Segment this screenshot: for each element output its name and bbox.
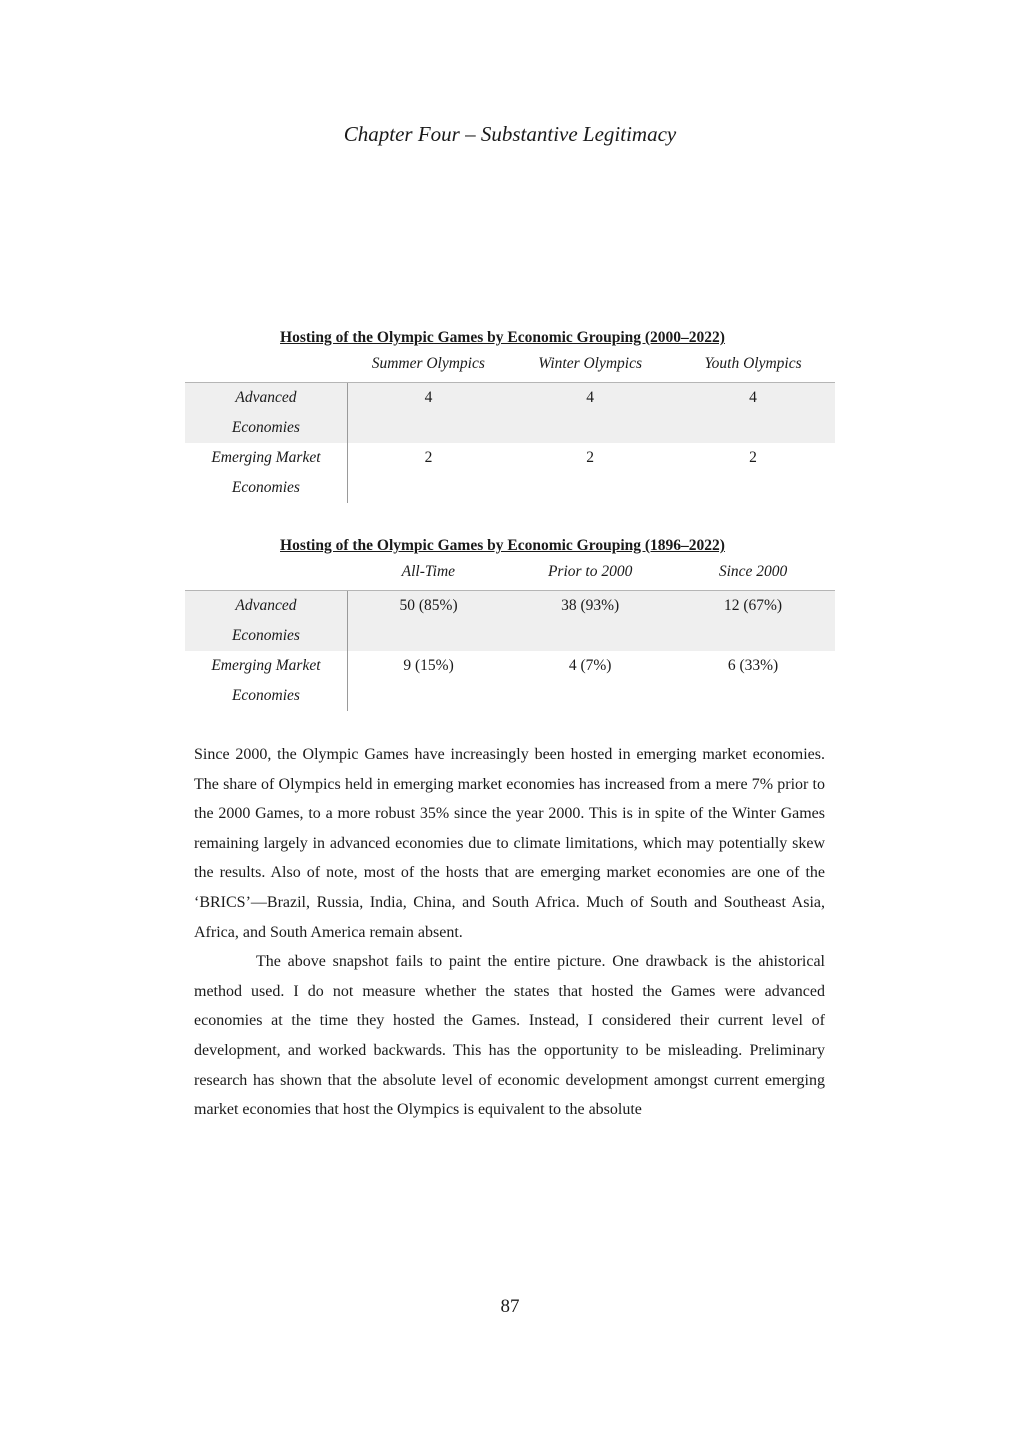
row-label [185, 591, 347, 652]
row-label [185, 443, 347, 503]
table-header-row [185, 562, 835, 591]
table-cell: 4 [671, 383, 835, 444]
row-label-line: Economies [231, 479, 300, 496]
paragraph: The above snapshot fails to paint the entire picture. One drawback is the ahistorical method used. I do not measure whether the states that hosted the Games were advanced economies at the time they hosted the Games. Instead, I considered their current level of development, and worked backwards. This has the opportunity to be misleading. Preliminary research has shown that the absolute level of economic development amongst current emerging market economies that host the Olympics is equivalent to the absolute [194, 953, 825, 1119]
table-cell: 2 [586, 449, 595, 466]
table-cell: 9 (15%) [403, 657, 454, 674]
running-head: Chapter Four – Substantive Legitimacy [343, 122, 677, 146]
table-cell: 38 (93%) [509, 591, 671, 652]
table-title: Hosting of the Olympic Games by Economic Grouping (1896–2022) [280, 537, 725, 554]
table-cell: 2 [749, 449, 757, 466]
row-label-line: Advanced [235, 389, 297, 406]
table-header-row [185, 354, 835, 383]
table-cell: 12 (67%) [671, 591, 835, 652]
row-label-line: Economies [231, 419, 300, 436]
row-label-line: Economies [231, 687, 300, 704]
column-header [185, 354, 347, 383]
table-row [185, 443, 835, 503]
table-cell: 2 [424, 449, 433, 466]
data-table [185, 562, 835, 711]
table-row [185, 651, 835, 711]
row-label-line: Advanced [235, 597, 297, 614]
table-cell: 4 [347, 383, 509, 444]
row-label [185, 651, 347, 711]
table-title: Hosting of the Olympic Games by Economic Grouping (2000–2022) [280, 329, 725, 346]
table-row [185, 383, 835, 444]
table-cell: 6 (33%) [727, 657, 779, 674]
table-cell: 4 (7%) [568, 657, 612, 674]
body-text [194, 740, 825, 1125]
table-2000-2022 [185, 328, 835, 503]
row-label-line: Emerging Market [211, 449, 321, 466]
row-label-line: Economies [231, 627, 300, 644]
column-header: Summer Olympics [347, 354, 509, 383]
row-label-line: Emerging Market [211, 657, 321, 674]
table-cell: 50 (85%) [347, 591, 509, 652]
page-number: 87 [500, 1296, 520, 1317]
column-header: Prior to 2000 [509, 562, 671, 591]
column-header: Youth Olympics [671, 354, 835, 383]
column-header: All-Time [347, 562, 509, 591]
column-header: Winter Olympics [509, 354, 671, 383]
column-header [185, 562, 347, 591]
table-cell: 4 [509, 383, 671, 444]
column-header: Since 2000 [671, 562, 835, 591]
row-label [185, 383, 347, 444]
data-table [185, 354, 835, 503]
paragraph: Since 2000, the Olympic Games have increasingly been hosted in emerging market economies. The share of Olympics held in emerging market economies has increased from a mere 7% prior to the 2000 Games, to a more robust 35% since the year 2000. This is in spite of the Winter Games remaining largely in advanced economies due to climate limitations, which may potentially skew the results. Also of note, most of the hosts that are emerging market economies are one of the ‘BRICS’—Brazil, Russia, India, China, and South Africa. Much of South and Southeast Asia, Africa, and South America remain absent. [194, 746, 825, 941]
table-1896-2022 [185, 536, 835, 711]
table-row [185, 591, 835, 652]
